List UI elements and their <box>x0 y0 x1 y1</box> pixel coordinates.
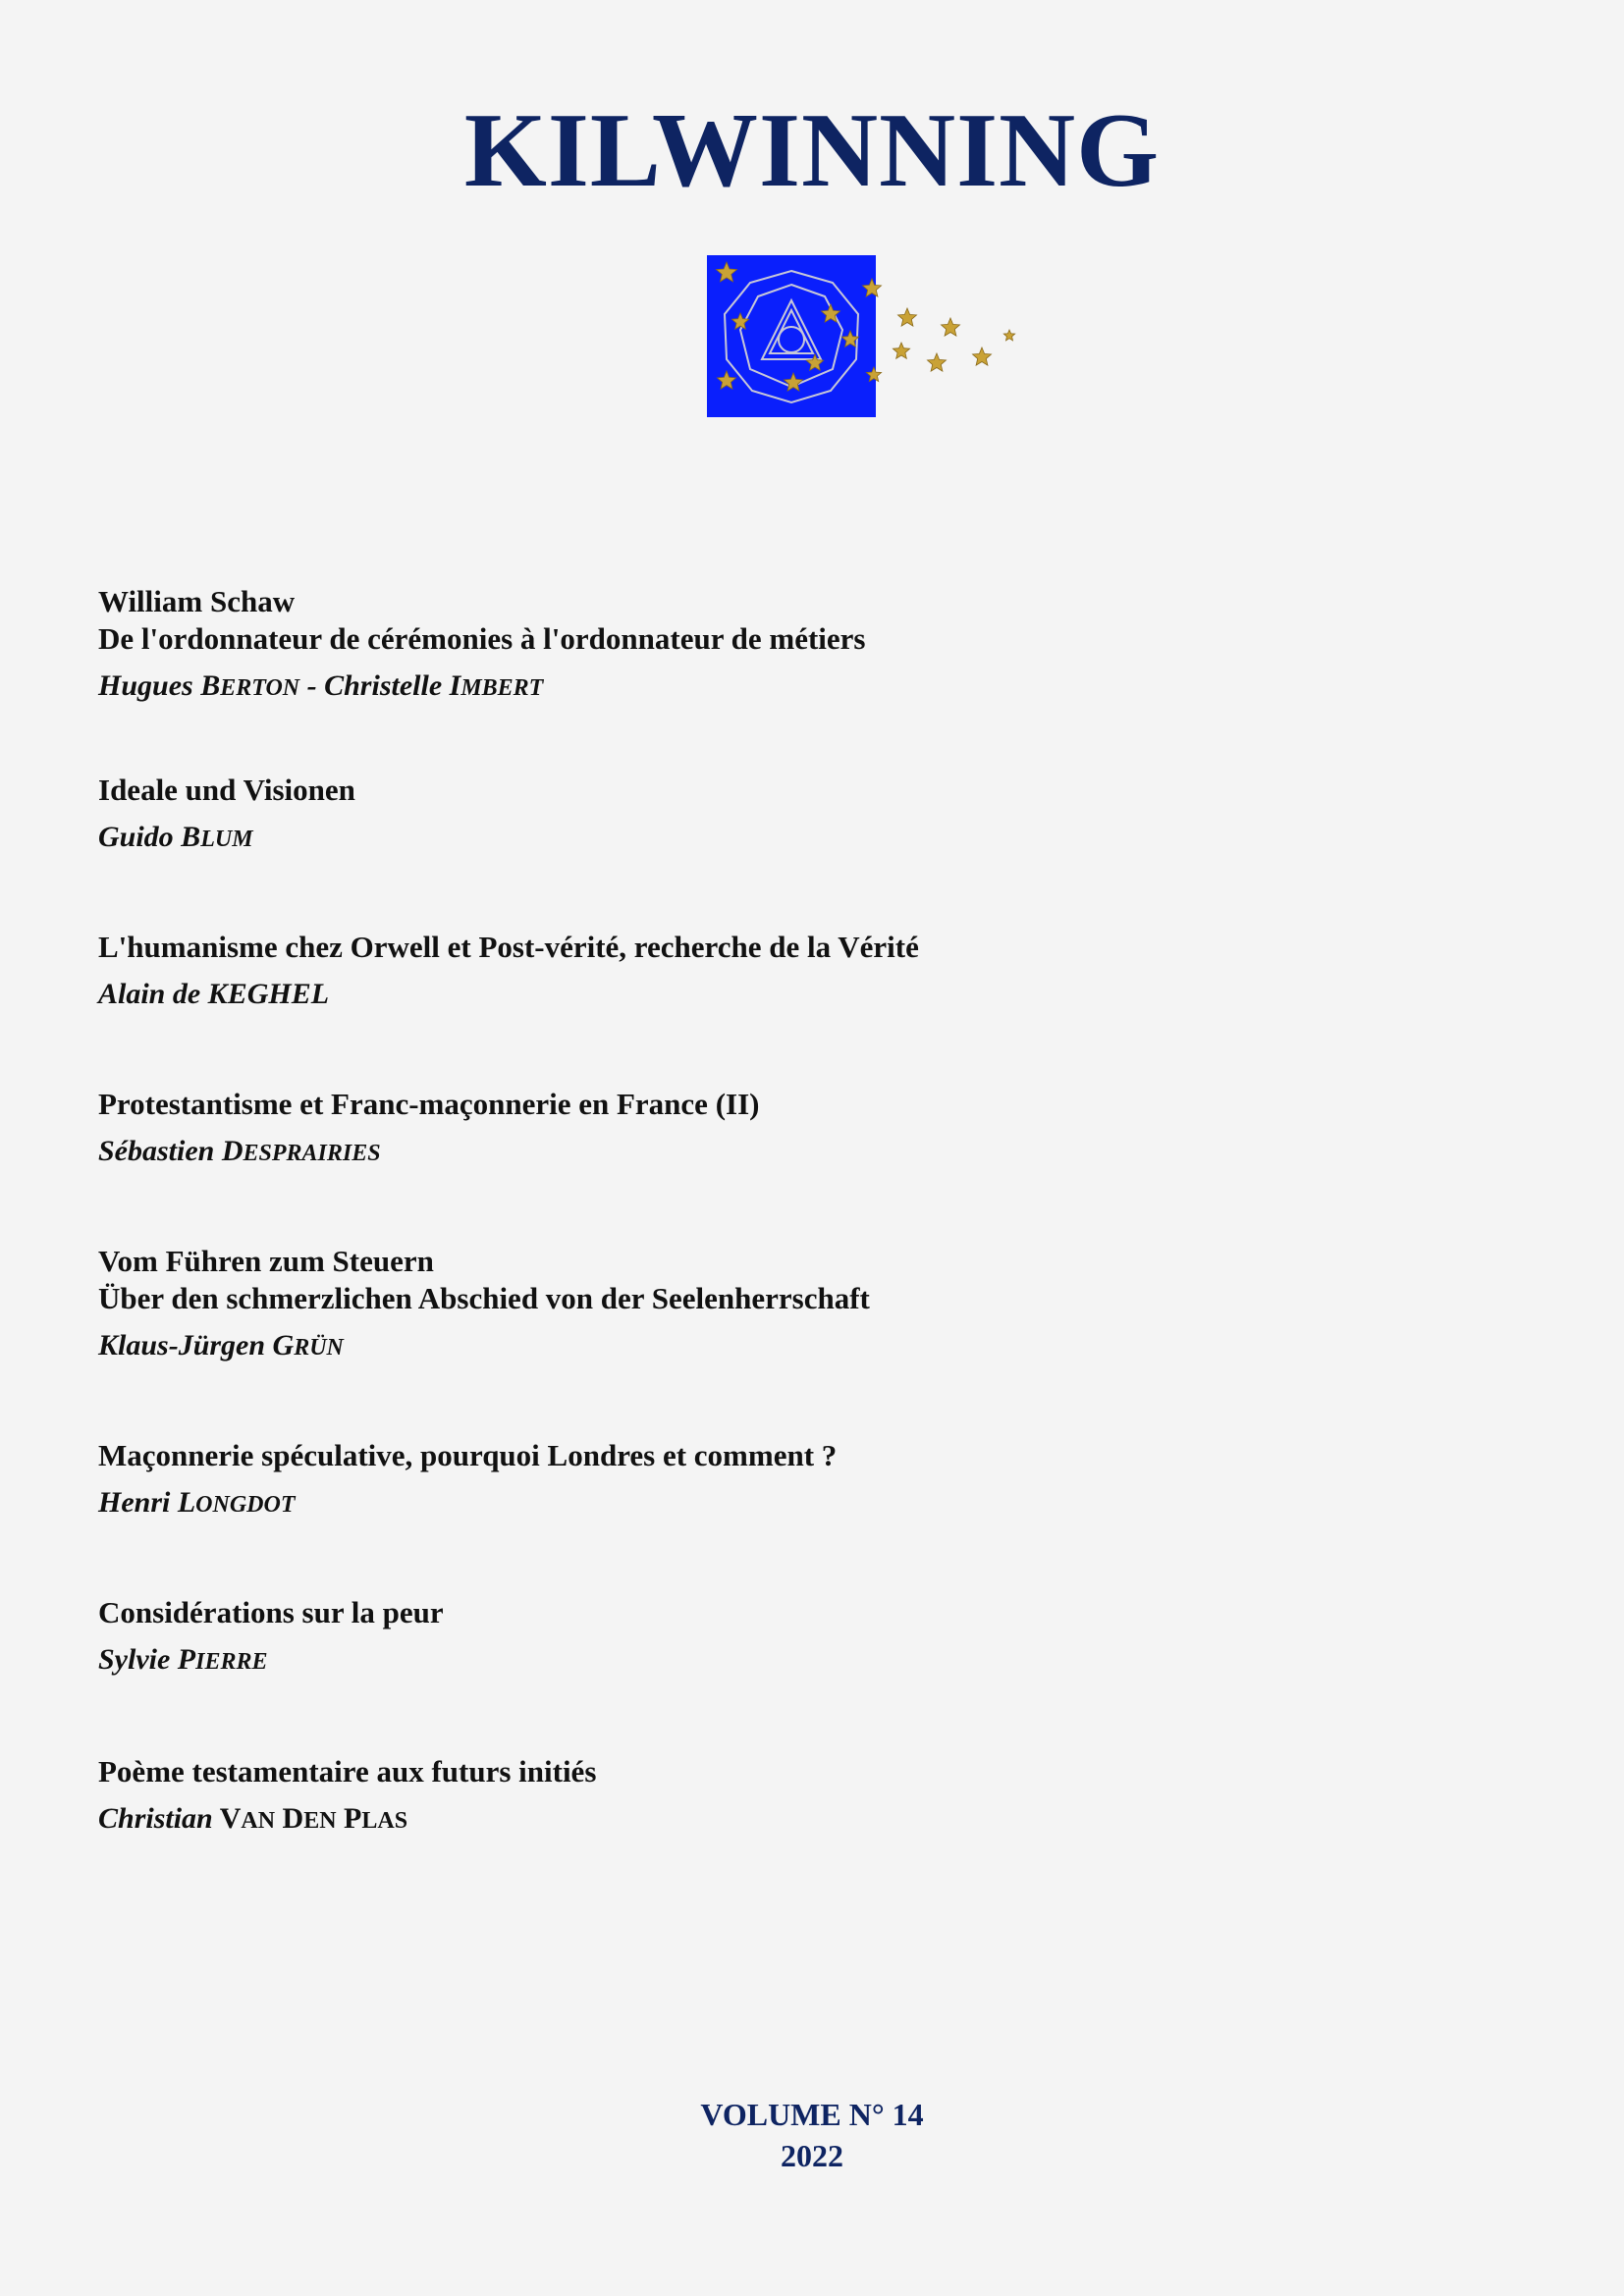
author-name-part: D <box>275 1802 304 1835</box>
toc-entry[interactable] <box>98 1753 1473 1840</box>
article-authors <box>98 976 1473 1013</box>
article-authors <box>98 819 1473 858</box>
star-icon <box>928 353 947 371</box>
article-title: Ideale und Visionen <box>98 773 355 807</box>
author-name-part: Henri L <box>98 1486 196 1519</box>
article-authors <box>98 1484 1473 1523</box>
author-name-part: IERRE <box>195 1649 268 1675</box>
author-name-part: Christian <box>98 1802 213 1835</box>
author-name-part: Klaus-Jürgen G <box>98 1329 295 1362</box>
toc-entry[interactable] <box>98 1594 1473 1681</box>
author-name-part: RÜN <box>294 1335 344 1361</box>
star-icon <box>973 347 992 365</box>
author-name-part: Hugues B <box>98 669 221 702</box>
star-icon <box>898 308 917 326</box>
toc-entry[interactable] <box>98 583 1473 707</box>
author-name-part: Sylvie P <box>98 1643 196 1676</box>
toc-entry[interactable] <box>98 772 1473 858</box>
article-authors <box>98 1327 1473 1366</box>
author-name-part: ERTON <box>220 675 300 701</box>
article-authors <box>98 1133 1473 1172</box>
author-name-part: ESPRAIRIES <box>243 1141 381 1166</box>
author-name-part: V <box>212 1802 242 1835</box>
article-subtitle: Über den schmerzlichen Abschied von der Seelenherrschaft <box>98 1281 870 1315</box>
author-name-part: ONGDOT <box>195 1492 296 1518</box>
toc-entry[interactable] <box>98 929 1473 1013</box>
toc-entry[interactable] <box>98 1243 1473 1366</box>
author-name-part: Alain de KEGHEL <box>98 978 330 1010</box>
article-authors <box>98 1641 1473 1681</box>
article-title: Poème testamentaire aux futurs initiés <box>98 1754 597 1789</box>
author-name-part: EN <box>303 1808 337 1834</box>
toc-entry[interactable] <box>98 1437 1473 1523</box>
volume-number: VOLUME N° 14 <box>700 2097 924 2132</box>
volume-info <box>0 2094 1624 2176</box>
author-name-part: AN <box>241 1808 276 1834</box>
article-title: Maçonnerie spéculative, pourquoi Londres et comment ? <box>98 1438 838 1472</box>
article-title: L'humanisme chez Orwell et Post-vérité, recherche de la Vérité <box>98 930 919 964</box>
toc-entry[interactable] <box>98 1086 1473 1172</box>
author-name-part: LUM <box>200 827 253 852</box>
kilwinning-emblem-logo <box>705 253 1029 420</box>
journal-title: KILWINNING <box>463 92 1161 209</box>
volume-year: 2022 <box>781 2138 843 2173</box>
author-name-part: MBERT <box>460 675 544 701</box>
star-icon <box>942 318 960 336</box>
author-name-part: P <box>336 1802 362 1835</box>
article-authors <box>98 1800 1473 1840</box>
article-authors <box>98 667 1473 707</box>
article-title: Vom Führen zum Steuern <box>98 1244 434 1278</box>
author-name-part: Sébastien D <box>98 1135 244 1167</box>
author-name-part: Guido B <box>98 821 201 853</box>
star-icon <box>893 343 909 358</box>
article-title: Protestantisme et Franc-maçonnerie en France (II) <box>98 1087 760 1121</box>
article-title: Considérations sur la peur <box>98 1595 444 1629</box>
author-name-part: LAS <box>361 1808 408 1834</box>
star-icon <box>1003 330 1014 341</box>
article-subtitle: De l'ordonnateur de cérémonies à l'ordonnateur de métiers <box>98 621 866 656</box>
author-name-part: - Christelle I <box>299 669 461 702</box>
article-title: William Schaw <box>98 584 296 618</box>
